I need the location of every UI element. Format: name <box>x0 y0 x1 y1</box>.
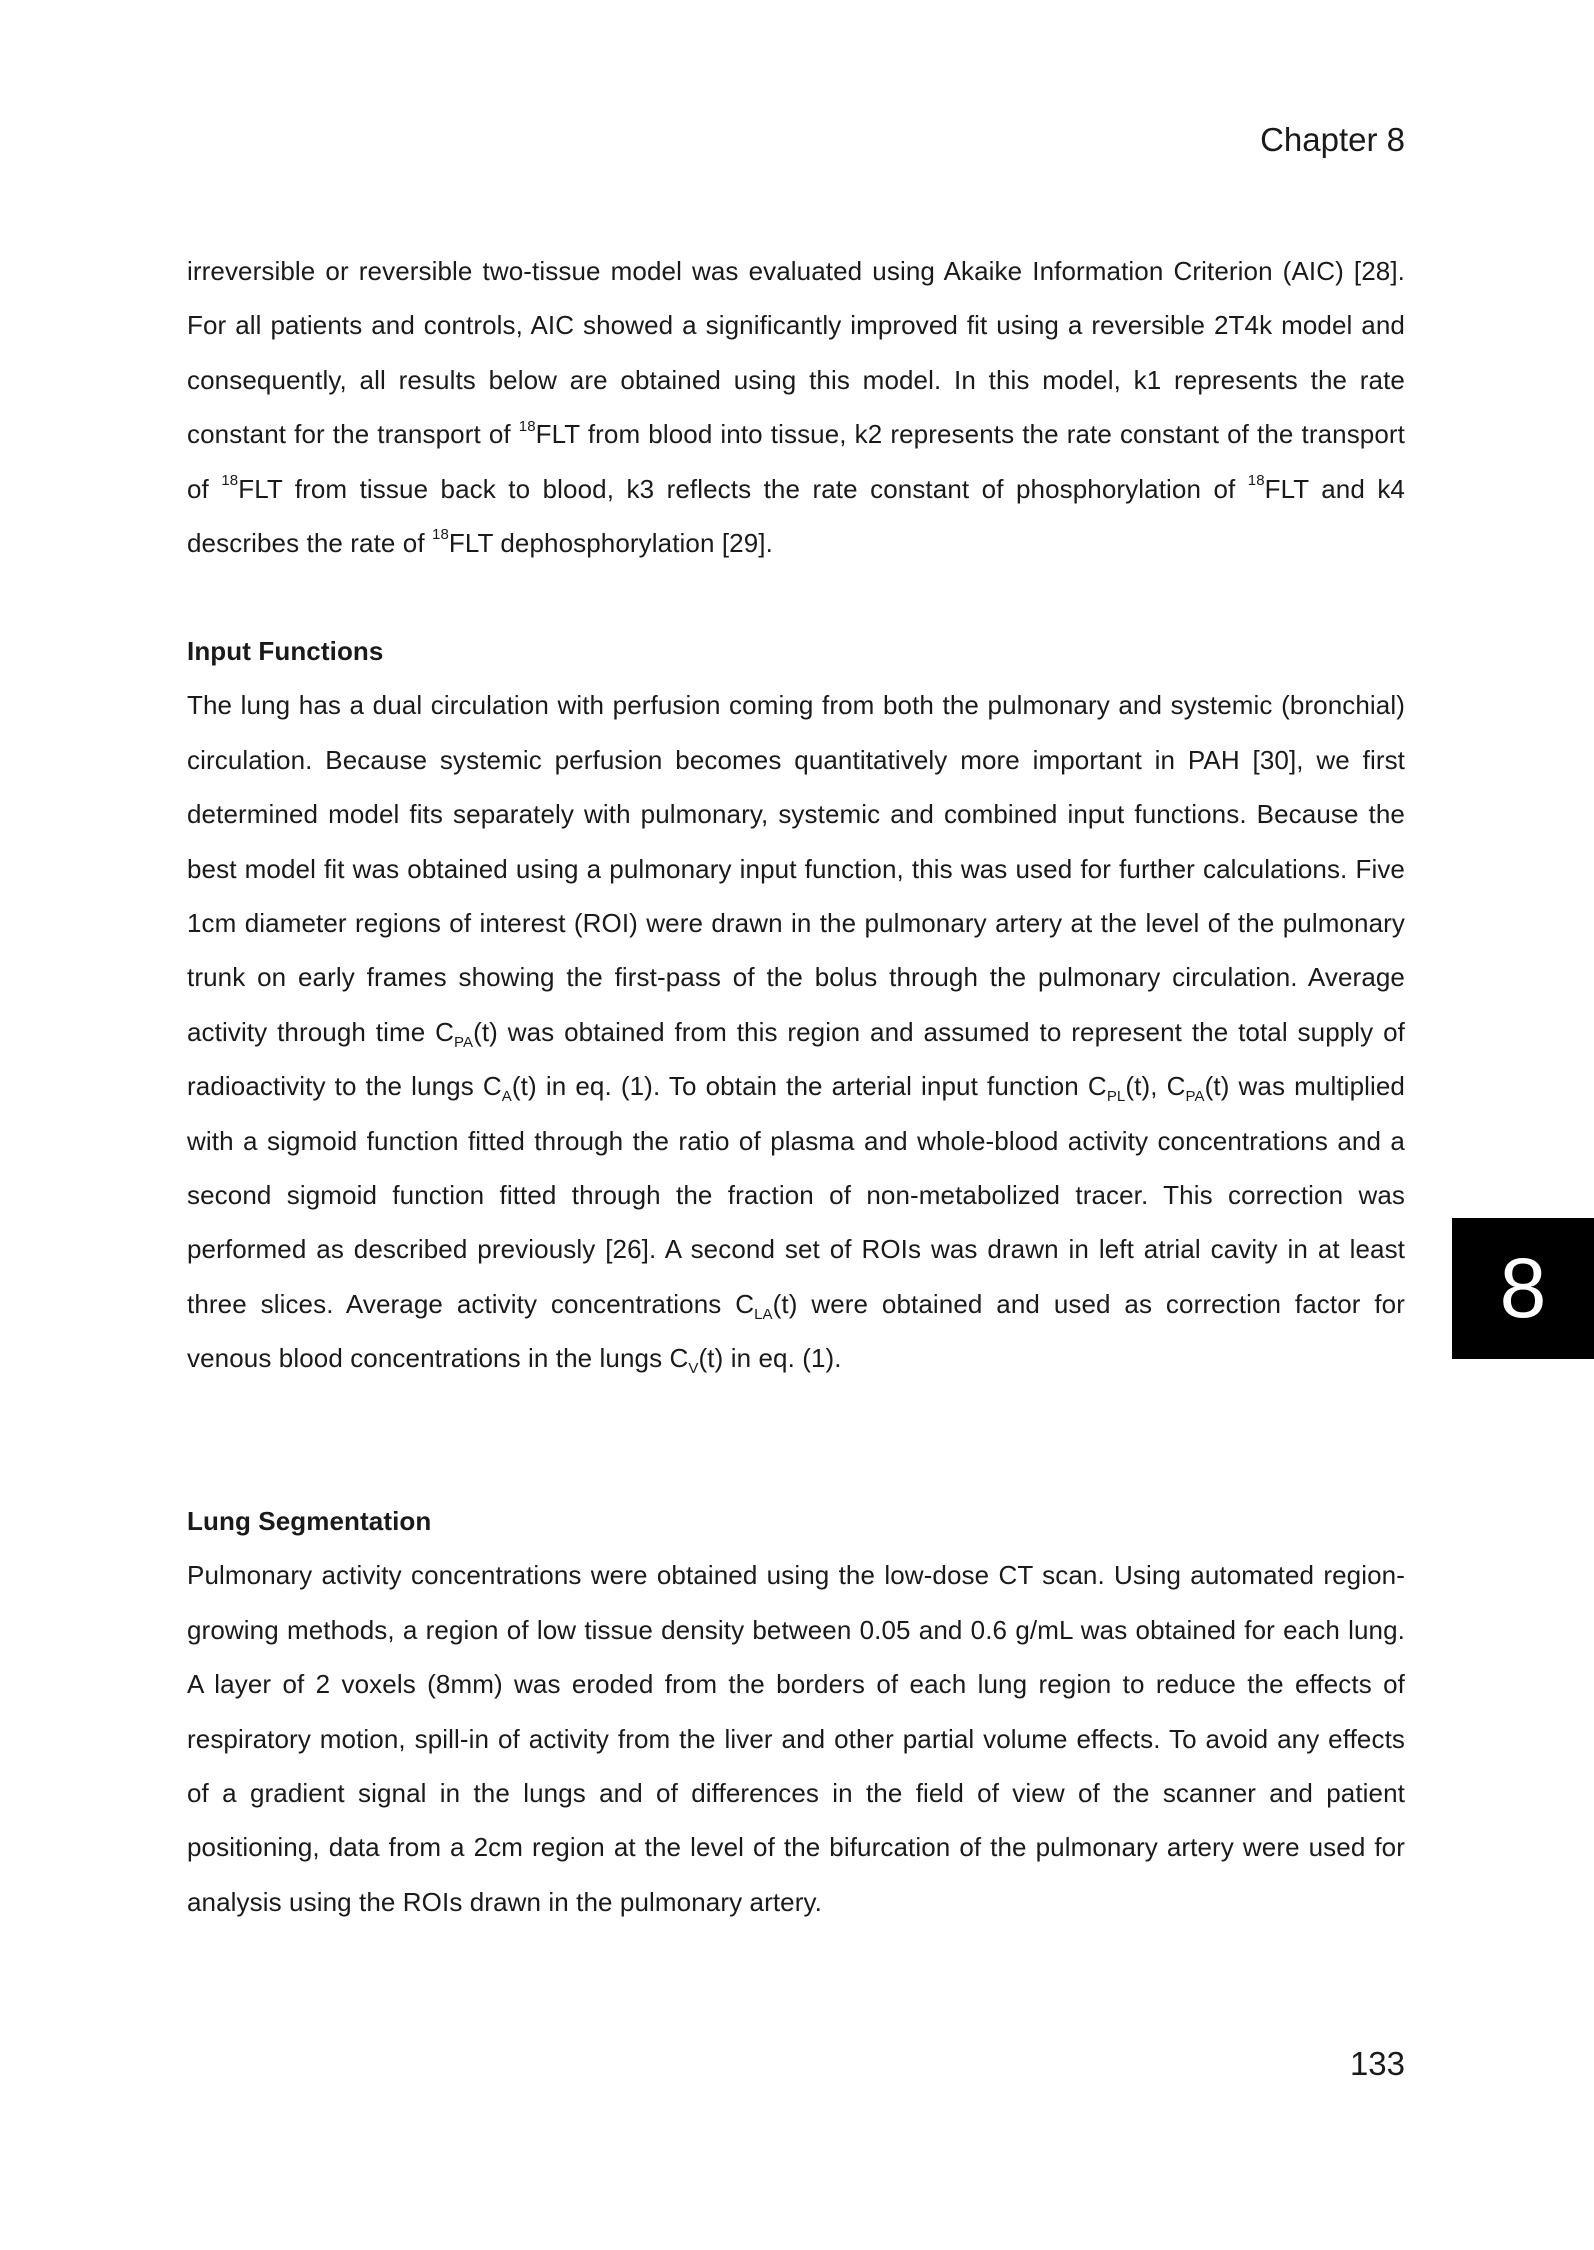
intro-text-1: irreversible or reversible two-tissue model was evaluated using Akaike Information Criterion (AIC) [28]. For all patients and controls, AIC showed a significantly improved fit using a reversible 2T4k model and consequently, all results below are obtained using this model. In this model, k1 represents the rate constant for the transport of <box>187 256 1405 450</box>
input-text-6: (t) were obtained and used as correction factor for venous blood concentrations in the lungs C <box>187 1288 1405 1374</box>
page-number: 133 <box>1349 2045 1405 2082</box>
lung-segmentation-section <box>187 1494 1405 1929</box>
subscript: V <box>688 1360 699 1378</box>
input-functions-paragraph <box>187 678 1405 1385</box>
intro-paragraph <box>187 244 1405 570</box>
intro-paragraph-block <box>187 244 1405 570</box>
input-text-7: (t) in eq. (1). <box>698 1343 842 1374</box>
subscript: PA <box>1185 1088 1205 1106</box>
input-functions-section <box>187 624 1405 1386</box>
lung-segmentation-paragraph: Pulmonary activity concentrations were obtained using the low-dose CT scan. Using automated region-growing methods, a region of low tissue density between 0.05 and 0.6 g/mL was obtained for each lung. A layer of 2 voxels (8mm) was eroded from the borders of each lung region to reduce the effects of respiratory motion, spill-in of activity from the liver and other partial volume effects. To avoid any effects of a gradient signal in the lungs and of differences in the field of view of the scanner and patient positioning, data from a 2cm region at the level of the bifurcation of the pulmonary artery were used for analysis using the ROIs drawn in the pulmonary artery. <box>187 1560 1405 1917</box>
chapter-thumb-tab: 8 <box>1452 1218 1594 1359</box>
intro-text-5: FLT dephosphorylation [29]. <box>448 528 773 559</box>
input-text-3: (t) in eq. (1). To obtain the arterial input function C <box>511 1071 1107 1102</box>
input-text-5: (t) was multiplied with a sigmoid function fitted through the ratio of plasma and whole-blood activity concentrations and a second sigmoid function fitted through the fraction of non-metabolized tracer. This correction was performed as described previously [26]. A second set of ROIs was drawn in left atrial cavity in at least three slices. Average activity concentrations C <box>187 1071 1405 1319</box>
input-text-2: (t) was obtained from this region and assumed to represent the total supply of radioactivity to the lungs C <box>187 1016 1405 1102</box>
isotope-superscript: 18 <box>221 471 239 489</box>
isotope-superscript: 18 <box>1247 471 1265 489</box>
subscript: PA <box>453 1034 474 1052</box>
input-text-4: (t), C <box>1125 1071 1186 1102</box>
isotope-superscript: 18 <box>518 417 536 435</box>
intro-text-3: FLT from tissue back to blood, k3 reflects the rate constant of phosphorylation of <box>238 473 1248 504</box>
intro-text-4: FLT and k4 describes the rate of <box>187 473 1405 559</box>
intro-text-2: FLT from blood into tissue, k2 represents the rate constant of the transport of <box>187 419 1405 504</box>
subscript: A <box>501 1088 512 1106</box>
subscript: LA <box>754 1306 773 1324</box>
input-text-1: The lung has a dual circulation with perfusion coming from both the pulmonary and systemic (bronchial) circulation. Because systemic perfusion becomes quantitatively more important in PAH [30], we first determined model fits separately with pulmonary, systemic and combined input functions. Because the best model fit was obtained using a pulmonary input function, this was used for further calculations. Five 1cm diameter regions of interest (ROI) were drawn in the pulmonary artery at the level of the pulmonary trunk on early frames showing the first-pass of the bolus through the pulmonary circulation. Average activity through time C <box>187 690 1405 1047</box>
running-header: Chapter 8 <box>1260 121 1405 158</box>
isotope-superscript: 18 <box>432 526 449 544</box>
subscript: PL <box>1106 1088 1126 1106</box>
section-heading-lung-segmentation: Lung Segmentation <box>187 1506 432 1536</box>
section-heading-input-functions: Input Functions <box>187 636 384 666</box>
